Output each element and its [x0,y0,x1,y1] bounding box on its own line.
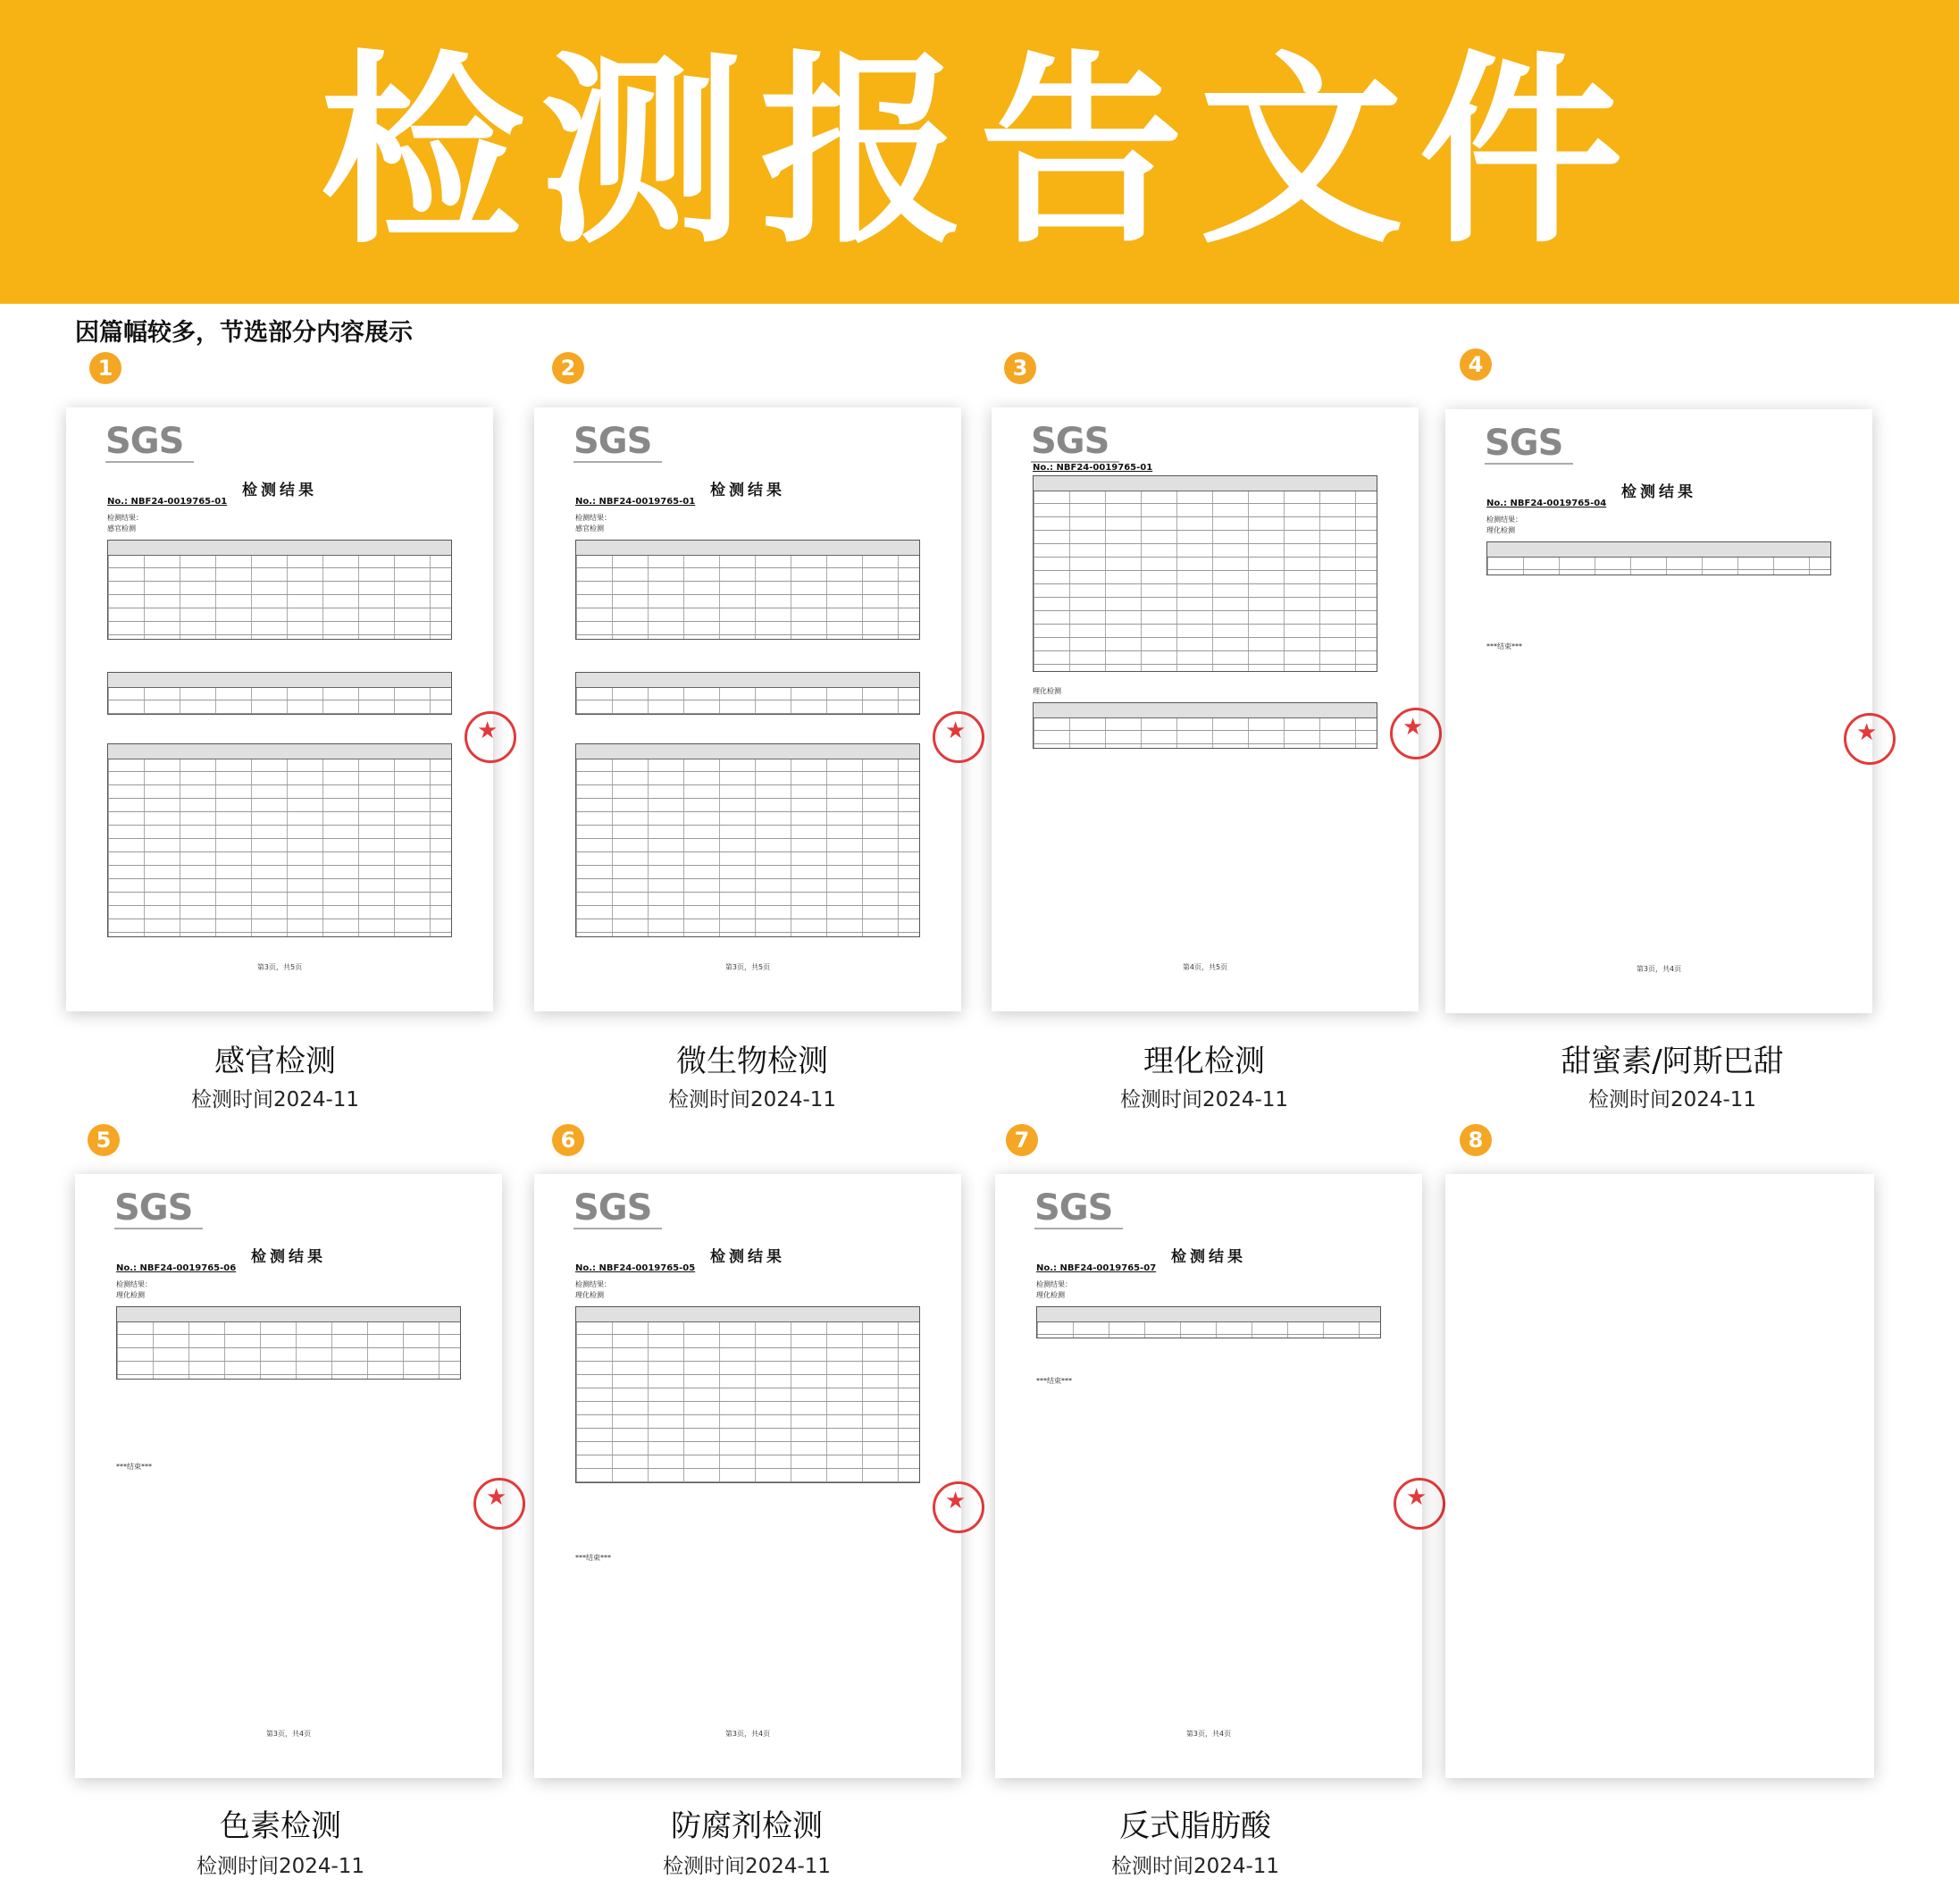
report-number: No.: NBF24-0019765-07 [1036,1263,1157,1273]
page-footer: 第3页，共4页 [1185,1730,1232,1738]
doc-title: 检测结果 [251,1248,326,1266]
doc-end-marker: ***结束*** [1486,642,1522,650]
doc-section-labels: 理化检测 [1033,687,1061,695]
star-icon: ★ [1856,719,1878,746]
caption-title: 反式脂肪酸 [1119,1808,1271,1844]
report-card-2[interactable] [534,407,967,1011]
page-footer: 第3页，共4页 [1636,965,1682,973]
results-table [107,743,452,937]
results-table [575,743,920,937]
doc-title: 检测结果 [710,482,785,499]
seal-stamp [473,1478,525,1530]
caption-date: 检测时间2024-11 [1587,1088,1757,1111]
caption-date: 检测时间2024-11 [190,1088,360,1111]
badge-4: 4 [1460,348,1492,381]
doc-title: 检测结果 [1171,1248,1246,1266]
results-table [575,540,920,640]
seal-stamp [1844,713,1896,765]
sgs-logo: SGS [105,422,194,463]
caption-title: 微生物检测 [676,1044,828,1079]
doc-section-labels: 检测结果： 感官检测 [575,514,611,533]
results-table [107,540,452,640]
star-icon: ★ [1402,714,1424,741]
results-table [1033,475,1377,672]
star-icon: ★ [945,717,967,744]
page-title: 检测报告文件 [320,33,1639,271]
doc-end-marker: ***结束*** [116,1463,152,1471]
caption-title: 色素检测 [220,1808,341,1844]
doc-section-labels: 检测结果： 感官检测 [107,514,143,533]
sgs-logo: SGS [1485,424,1573,465]
page-footer: 第3页，共4页 [265,1730,312,1738]
report-number: No.: NBF24-0019765-01 [575,497,696,507]
seal-stamp [465,711,516,763]
results-table [575,1306,920,1483]
sgs-logo: SGS [1034,1188,1123,1229]
star-icon: ★ [477,717,498,744]
report-card-5[interactable] [75,1174,507,1778]
doc-section-labels: 检测结果： 理化检测 [1486,516,1522,534]
sgs-logo: SGS [114,1188,203,1229]
results-table [575,672,920,715]
badge-8: 8 [1460,1124,1492,1156]
seal-stamp [1390,708,1442,759]
doc-section-labels: 检测结果： 理化检测 [116,1280,152,1299]
report-card-7[interactable] [995,1174,1427,1778]
report-card-4[interactable] [1445,409,1878,1013]
badge-7: 7 [1006,1124,1038,1156]
report-number: No.: NBF24-0019765-06 [116,1263,237,1273]
doc-section-labels: 检测结果： 理化检测 [575,1280,611,1299]
notice-text: 因篇幅较多，节选部分内容展示 [75,319,413,347]
caption-date: 检测时间2024-11 [1119,1088,1289,1111]
caption-title: 防腐剂检测 [671,1808,823,1844]
page-footer: 第3页，共4页 [724,1730,771,1738]
report-number: No.: NBF24-0019765-01 [1033,463,1153,473]
doc-title: 检测结果 [1621,483,1696,501]
star-icon: ★ [945,1488,967,1514]
caption-date: 检测时间2024-11 [1110,1855,1280,1878]
caption-title: 甜蜜素/阿斯巴甜 [1561,1044,1784,1079]
report-number: No.: NBF24-0019765-05 [575,1263,696,1273]
doc-title: 检测结果 [242,482,317,499]
badge-6: 6 [552,1124,584,1156]
header-banner [0,0,1959,304]
doc-section-labels: 检测结果： 理化检测 [1036,1280,1072,1299]
report-number: No.: NBF24-0019765-01 [107,497,228,507]
sgs-logo: SGS [573,422,662,463]
report-card-8-blank[interactable] [1445,1174,1874,1778]
results-table [107,672,452,715]
badge-1: 1 [89,352,121,384]
badge-3: 3 [1004,352,1036,384]
report-card-1[interactable] [66,407,498,1011]
results-table [1486,541,1831,575]
page-footer: 第4页，共5页 [1182,963,1228,971]
star-icon: ★ [1406,1484,1427,1511]
seal-stamp [1394,1478,1445,1530]
caption-title: 理化检测 [1143,1044,1265,1079]
caption-date: 检测时间2024-11 [662,1855,832,1878]
badge-5: 5 [88,1124,120,1156]
sgs-logo: SGS [1031,422,1119,463]
seal-stamp [933,711,984,763]
badge-2: 2 [552,352,584,384]
caption-date: 检测时间2024-11 [196,1855,365,1878]
results-table [116,1306,461,1380]
caption-date: 检测时间2024-11 [667,1088,837,1111]
report-number: No.: NBF24-0019765-04 [1486,499,1607,508]
sgs-logo: SGS [573,1188,662,1229]
doc-title: 检测结果 [710,1248,785,1266]
page-footer: 第3页，共5页 [256,963,303,971]
star-icon: ★ [486,1484,507,1511]
caption-title: 感官检测 [214,1044,336,1079]
results-table [1036,1306,1381,1338]
report-card-3[interactable] [992,407,1424,1011]
page-footer: 第3页，共5页 [724,963,771,971]
seal-stamp [933,1481,984,1533]
results-table [1033,702,1377,749]
doc-end-marker: ***结束*** [575,1554,611,1562]
doc-end-marker: ***结束*** [1036,1377,1072,1385]
report-card-6[interactable] [534,1174,967,1778]
